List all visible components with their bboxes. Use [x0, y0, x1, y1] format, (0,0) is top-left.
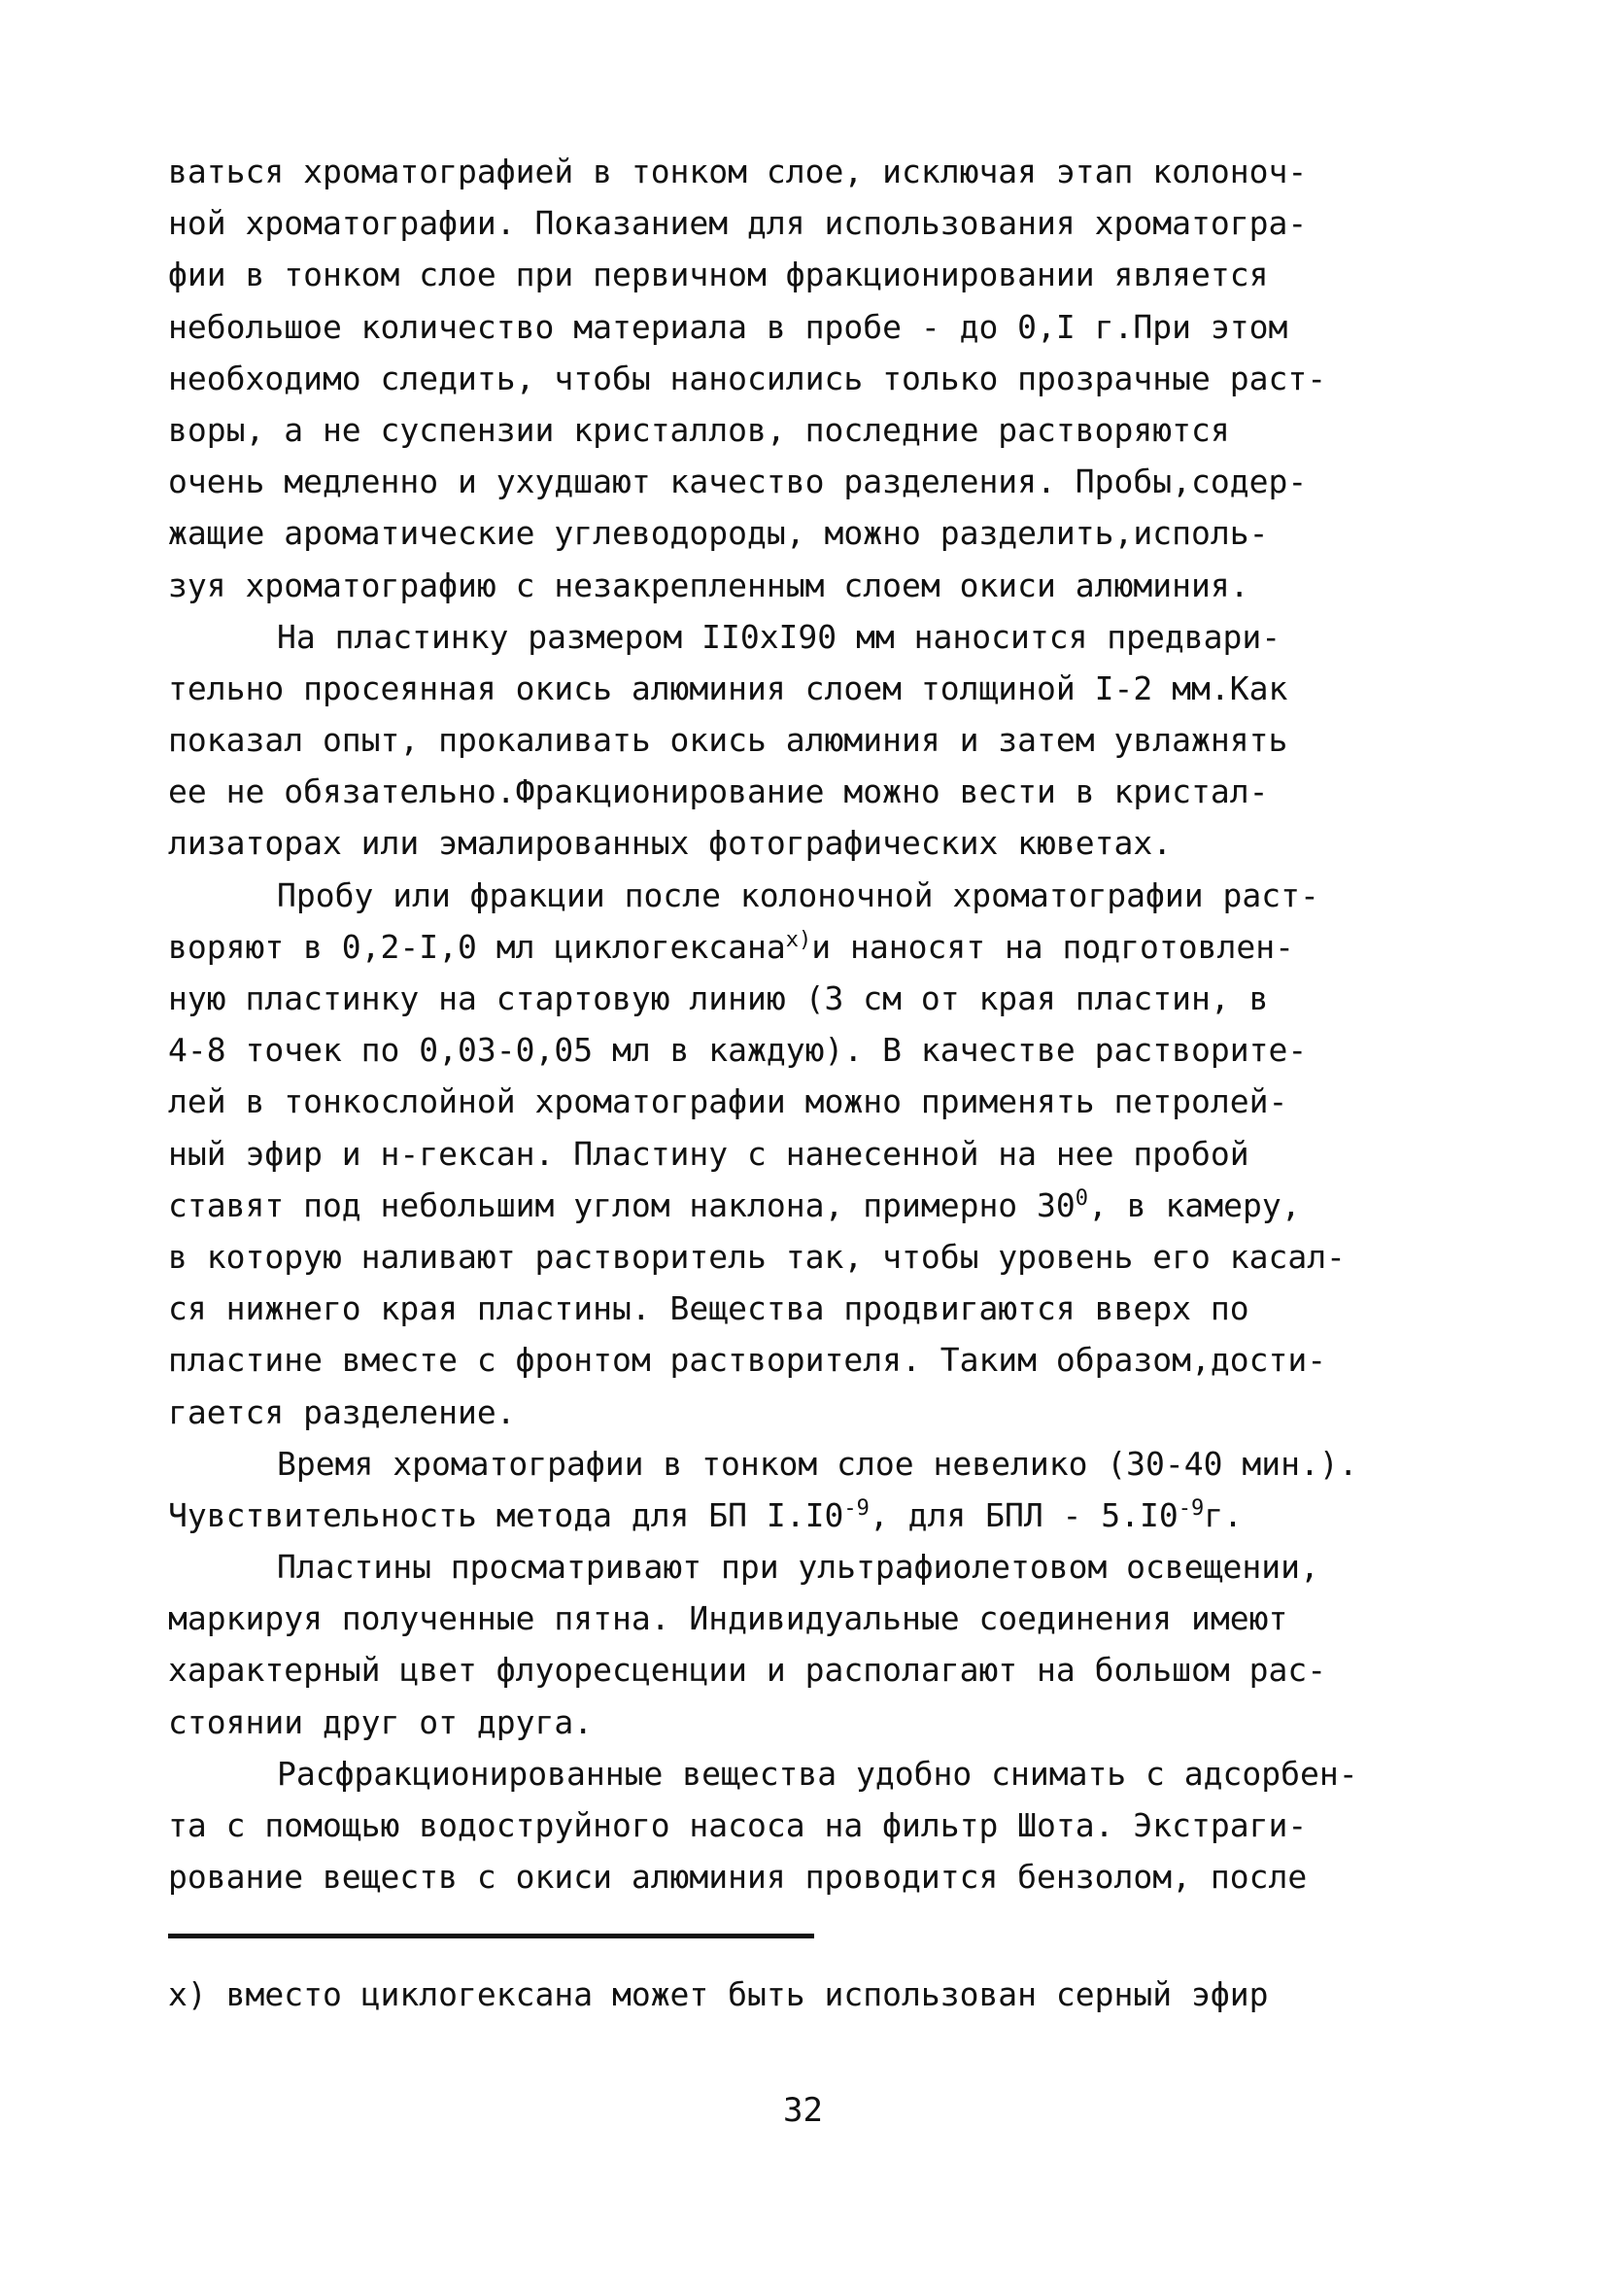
line-text: необходимо следить, чтобы наносились только прозрачные раст-: [168, 359, 1327, 397]
line-text: пластине вместе с фронтом растворителя. Таким образом,дости-: [168, 1341, 1327, 1380]
text-line: [168, 714, 1470, 766]
line-text: 4-8 точек по 0,03-0,05 мл в каждую). В качестве растворите-: [168, 1031, 1308, 1070]
line-text: стоянии друг от друга.: [168, 1702, 594, 1741]
line-text: ной хроматографии. Показанием для использования хроматогра-: [168, 204, 1308, 243]
text-line: [168, 1128, 1470, 1180]
body-text: [168, 146, 1470, 1902]
superscript: -9: [843, 1495, 870, 1521]
text-line: [168, 1799, 1470, 1851]
line-text: Время хроматографии в тонком слое невелико (30-40 мин.).: [277, 1444, 1358, 1483]
line-text: ся нижнего края пластины. Вещества продвигаются вверх по: [168, 1289, 1249, 1328]
line-text-continued: и наносят на подготовлен-: [811, 927, 1294, 966]
line-text: маркируя полученные пятна. Индивидуальные соединения имеют: [168, 1599, 1288, 1638]
line-text: в которую наливают растворитель так, чтобы уровень его касал-: [168, 1237, 1346, 1276]
text-line: [168, 456, 1470, 507]
text-line: [168, 663, 1470, 714]
line-text: зуя хроматографию с незакрепленным слоем окиси алюминия.: [168, 565, 1249, 604]
text-line: [168, 301, 1470, 353]
text-line: [168, 973, 1470, 1024]
line-text: ный эфир и н-гексан. Пластину с нанесенной на нее пробой: [168, 1134, 1249, 1173]
text-line: [168, 1283, 1470, 1334]
line-text: Расфракционированные вещества удобно снимать с адсорбен-: [277, 1754, 1358, 1793]
text-line: [168, 1593, 1470, 1644]
text-line: [168, 611, 1470, 663]
footnote: x) вместо циклогексана может быть использован серный эфир: [168, 1975, 1269, 2013]
text-line: [168, 249, 1470, 300]
line-text: ную пластинку на стартовую линию (3 см от края пластин, в: [168, 979, 1269, 1017]
line-text-continued: , в камеру,: [1088, 1185, 1301, 1224]
superscript: -9: [1178, 1495, 1205, 1521]
superscript: 0: [1075, 1185, 1089, 1211]
line-text-continued: , для БПЛ - 5.I0: [869, 1495, 1179, 1534]
text-line: [168, 404, 1470, 456]
line-text: воряют в 0,2-I,0 мл циклогексана: [168, 927, 786, 966]
line-text: лей в тонкослойной хроматографии можно применять петролей-: [168, 1082, 1288, 1121]
line-text: ее не обязательно.Фракционирование можно вести в кристал-: [168, 772, 1269, 811]
line-text: Пластины просматривают при ультрафиолетовом освещении,: [277, 1548, 1319, 1587]
footnote-rule: [168, 1934, 814, 1938]
text-line: [168, 1024, 1470, 1076]
text-line: [168, 870, 1470, 921]
text-line: [168, 766, 1470, 817]
text-line: [168, 1490, 1470, 1541]
text-line: [168, 921, 1470, 973]
text-line: [168, 560, 1470, 611]
line-text: воры, а не суспензии кристаллов, последние растворяются: [168, 410, 1230, 449]
text-line: [168, 1387, 1470, 1438]
line-text: лизаторах или эмалированных фотографических кюветах.: [168, 824, 1173, 863]
line-text: фии в тонком слое при первичном фракционировании является: [168, 256, 1269, 294]
text-line: [168, 1541, 1470, 1593]
text-line: [168, 1180, 1470, 1231]
text-line: [168, 1644, 1470, 1696]
line-text: ставят под небольшим углом наклона, примерно 30: [168, 1185, 1076, 1224]
line-text: тельно просеянная окись алюминия слоем толщиной I-2 мм.Как: [168, 668, 1288, 707]
text-line: [168, 507, 1470, 559]
text-line: [168, 197, 1470, 249]
text-line: [168, 1334, 1470, 1386]
text-line: [168, 1438, 1470, 1490]
line-text: гается разделение.: [168, 1392, 516, 1431]
line-text: На пластинку размером II0xI90 мм наносится предвари-: [277, 617, 1281, 656]
superscript: x): [785, 927, 812, 952]
text-line: [168, 817, 1470, 869]
line-text-continued: г.: [1204, 1495, 1244, 1534]
text-line: [168, 353, 1470, 404]
text-line: [168, 1748, 1470, 1799]
line-text: рование веществ с окиси алюминия проводится бензолом, после: [168, 1858, 1308, 1897]
line-text: жащие ароматические углеводороды, можно разделить,исполь-: [168, 514, 1269, 553]
line-text: небольшое количество материала в пробе - до 0,I г.При этом: [168, 307, 1288, 346]
line-text: показал опыт, прокаливать окись алюминия и затем увлажнять: [168, 721, 1288, 760]
line-text: очень медленно и ухудшают качество разделения. Пробы,содер-: [168, 463, 1308, 501]
line-text: ваться хроматографией в тонком слое, исключая этап колоноч-: [168, 153, 1308, 190]
text-line: [168, 1696, 1470, 1748]
line-text: та с помощью водоструйного насоса на фильтр Шота. Экстраги-: [168, 1806, 1308, 1844]
text-line: [168, 1076, 1470, 1127]
text-line: [168, 1851, 1470, 1902]
page-number: 32: [783, 2091, 823, 2130]
line-text: Чувствительность метода для БП I.I0: [168, 1495, 844, 1534]
line-text: характерный цвет флуоресценции и располагают на большом рас-: [168, 1651, 1327, 1690]
line-text: Пробу или фракции после колоночной хроматографии раст-: [277, 875, 1319, 914]
text-line: [168, 1231, 1470, 1283]
text-line: [168, 146, 1470, 197]
